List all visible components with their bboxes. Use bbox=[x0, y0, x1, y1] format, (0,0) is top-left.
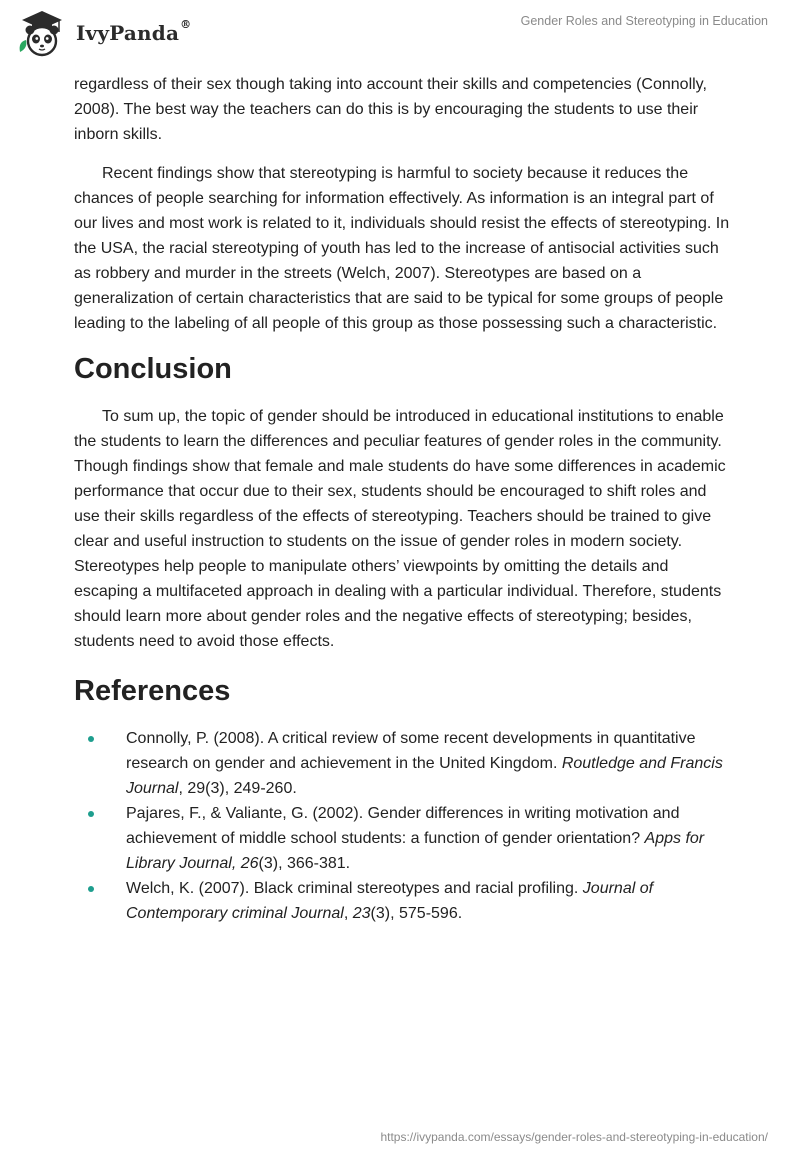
bullet-icon bbox=[88, 736, 94, 742]
bullet-icon bbox=[88, 886, 94, 892]
conclusion-paragraph: To sum up, the topic of gender should be introduced in educational institutions to enable the students to learn the differences and peculiar features of gender roles in the community. Though findings show that female and male students do have some differences in academic performance that occur due to their sex, students should be encouraged to shift roles and use their skills regardless of the effects of stereotyping. Teachers should be trained to give clear and useful instruction to students on the issue of gender roles in modern society. Stereotypes help people to manipulate others’ viewpoints by omitting the details and escaping a multifaceted approach in dealing with a particular individual. Therefore, students should learn more about gender roles and the negative effects of stereotyping; besides, students need to avoid those effects. bbox=[74, 408, 726, 650]
panda-graduate-icon bbox=[14, 8, 66, 58]
reference-item: Pajares, F., & Valiante, G. (2002). Gender differences in writing motivation and achievement of middle school students: a function of gender orientation? Apps for Library Journal, 26(3), 366-381. bbox=[74, 801, 734, 876]
site-logo[interactable] bbox=[14, 8, 191, 58]
references-heading: References bbox=[74, 675, 231, 707]
bullet-icon bbox=[88, 811, 94, 817]
brand-name: IvyPanda® bbox=[76, 18, 192, 45]
essay-content bbox=[74, 72, 734, 926]
reference-item: Connolly, P. (2008). A critical review of some recent developments in quantitative research on gender and achievement in the United Kingdom. Routledge and Francis Journal, 29(3), 249-260. bbox=[74, 726, 734, 801]
body-paragraph: regardless of their sex though taking into account their skills and competencies (Connolly, 2008). The best way the teachers can do this is by encouraging the students to use their inborn skills. bbox=[74, 76, 707, 143]
page-header bbox=[0, 0, 800, 70]
source-url[interactable]: https://ivypanda.com/essays/gender-roles-and-stereotyping-in-education/ bbox=[380, 1130, 768, 1144]
body-paragraph: Recent findings show that stereotyping is harmful to society because it reduces the chances of people searching for information effectively. As information is an integral part of our lives and most work is related to it, individuals should resist the effects of stereotyping. In the USA, the racial stereotyping of youth has led to the increase of antisocial activities such as robbery and murder in the streets (Welch, 2007). Stereotypes are based on a generalization of certain characteristics that are said to be typical for some groups of people leading to the labeling of all people of this group as those possessing such a characteristic. bbox=[74, 165, 730, 332]
document-title: Gender Roles and Stereotyping in Education bbox=[520, 14, 768, 28]
conclusion-heading: Conclusion bbox=[74, 353, 232, 385]
reference-item: Welch, K. (2007). Black criminal stereotypes and racial profiling. Journal of Contemporary criminal Journal, 23(3), 575-596. bbox=[74, 876, 734, 926]
references-list bbox=[74, 726, 734, 926]
